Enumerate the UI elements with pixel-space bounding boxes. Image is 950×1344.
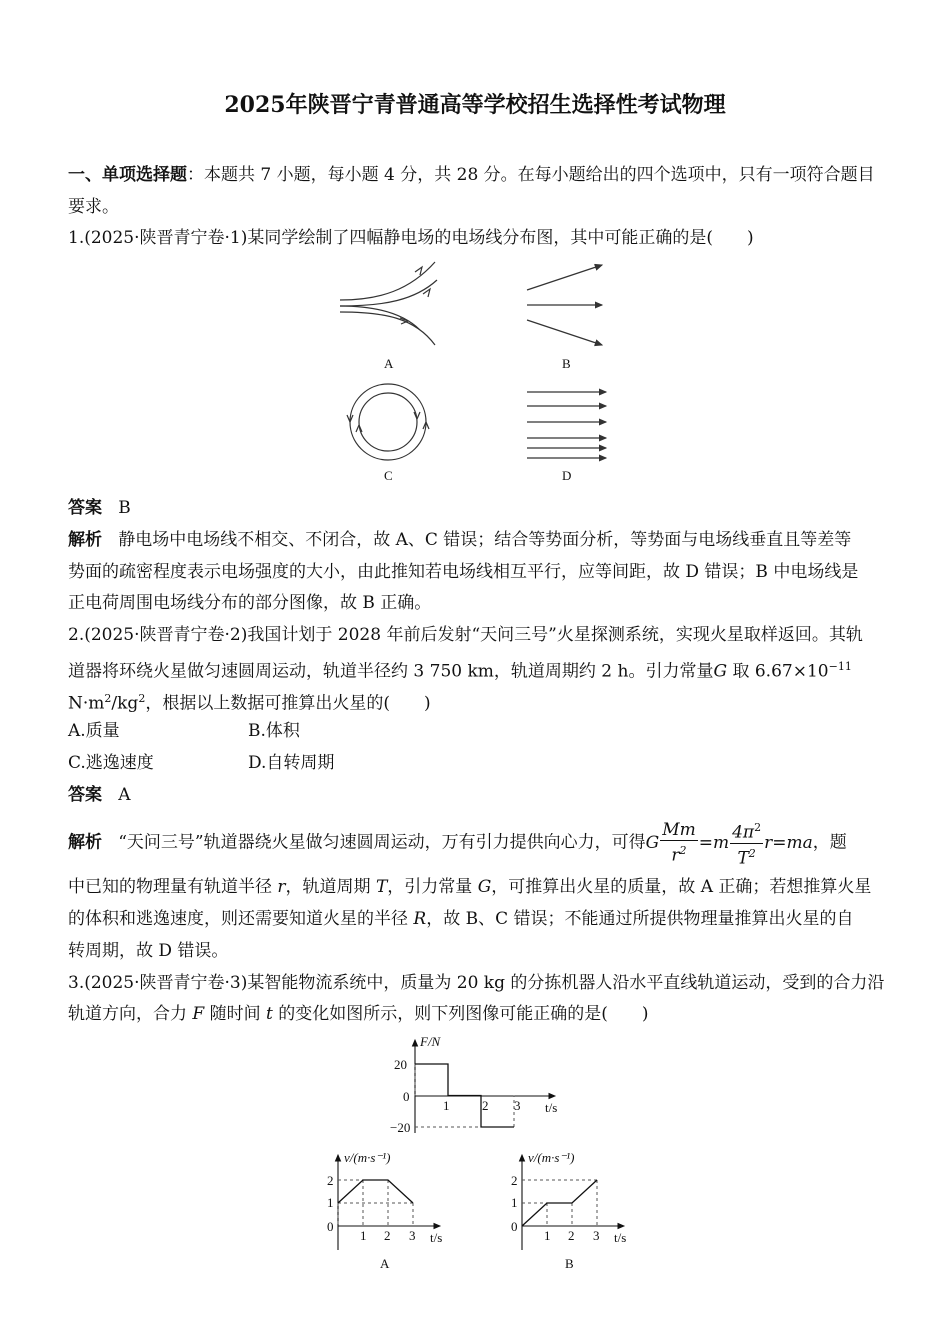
graph-a-xtick: 2 <box>384 1228 391 1243</box>
figure-a-label: A <box>384 356 394 371</box>
numerator: Mm <box>662 820 696 841</box>
graph-a-series <box>338 1180 413 1226</box>
symbol-ma: ma <box>786 832 813 853</box>
symbol-g: G <box>713 661 728 682</box>
graph-f-xtick: 3 <box>514 1098 521 1113</box>
graph-b-line <box>522 1180 597 1226</box>
answer-value: B <box>118 498 131 518</box>
q2-option-c: C.逃逸速度 <box>68 753 154 773</box>
graph-a-ylabel: v/(m·s⁻¹) <box>344 1150 391 1165</box>
analysis-text: 中已知的物理量有轨道半径 <box>68 877 278 897</box>
graph-b-ytick: 1 <box>511 1195 518 1210</box>
graph-a-ytick: 1 <box>327 1195 334 1210</box>
q2-option-b: B.体积 <box>248 721 300 741</box>
symbol-m: m <box>712 832 730 853</box>
exponent: −11 <box>828 660 852 673</box>
graph-a-label: A <box>380 1256 390 1271</box>
q2-stem-1: 2.(2025·陕晋青宁卷·2)我国计划于 2028 年前后发射“天问三号”火星探测系统，实现火星取样返回。其轨 <box>68 625 863 645</box>
unit: N·m <box>68 693 105 714</box>
stem-text: 轨道方向，合力 <box>68 1004 193 1024</box>
analysis-text: 的体积和逃逸速度，则还需要知道火星的半径 <box>68 909 414 929</box>
exponent: 2 <box>748 846 756 860</box>
graph-f-ytick: −20 <box>390 1120 411 1135</box>
graph-f-xtick: 1 <box>443 1098 450 1113</box>
stem-text: ，根据以上数据可推算出火星的( ) <box>145 693 431 714</box>
analysis-text: ，轨道周期 <box>285 877 376 897</box>
exponent: 2 <box>679 844 687 858</box>
symbol-r: r <box>277 877 286 897</box>
q1-analysis-2: 势面的疏密程度表示电场强度的大小，由此推知若电场线相互平行，应等间距，故 D 错误；B 中电场线是 <box>68 562 859 582</box>
q2-analysis-4: 转周期，故 D 错误。 <box>68 941 229 961</box>
symbol-f: F <box>192 1004 205 1024</box>
graph-b-ylabel: v/(m·s⁻¹) <box>528 1150 575 1165</box>
answer-label: 答案 <box>68 785 102 805</box>
graph-f <box>415 1040 558 1133</box>
analysis-text: ，可推算出火星的质量，故 A 正确；若想推算火星 <box>491 877 872 897</box>
section-desc: ：本题共 7 小题，每小题 4 分，共 28 分。在每小题给出的四个选项中，只有一项符合题目 <box>187 165 875 185</box>
equals: = <box>698 832 713 853</box>
graph-b-ytick: 0 <box>511 1219 518 1234</box>
graph-a-line <box>338 1180 413 1203</box>
graph-b-xtick: 1 <box>544 1228 551 1243</box>
graph-b-ytick: 2 <box>511 1173 518 1188</box>
analysis-text: ，题 <box>812 832 847 853</box>
exponent: 2 <box>138 692 146 705</box>
graph-f-ytick: 0 <box>403 1089 410 1104</box>
symbol-g: G <box>477 877 492 897</box>
stem-text: 道器将环绕火星做匀速圆周运动，轨道半径约 3 750 km，轨道周期约 2 h。引力常量 <box>68 661 714 682</box>
unit: /kg <box>111 693 139 714</box>
section-desc-2: 要求。 <box>68 197 119 217</box>
answer-value: A <box>118 785 131 805</box>
figure-b-label: B <box>562 356 571 371</box>
answer-label: 答案 <box>68 498 102 518</box>
stem-text: 的变化如图所示，则下列图像可能正确的是( ) <box>272 1004 649 1024</box>
graph-b-xlabel: t/s <box>614 1230 627 1245</box>
graph-f-xlabel: t/s <box>545 1100 558 1115</box>
symbol-t: T <box>375 877 388 897</box>
stem-text: 随时间 <box>204 1004 267 1024</box>
q3-stem-1: 3.(2025·陕晋青宁卷·3)某智能物流系统中，质量为 20 kg 的分拣机器人沿水平直线轨道运动，受到的合力沿 <box>68 973 885 993</box>
den-base: r <box>671 845 680 866</box>
symbol-r: R <box>413 909 427 929</box>
symbol-t: t <box>266 1004 273 1024</box>
analysis-label: 解析 <box>68 832 102 853</box>
equals: = <box>772 832 787 853</box>
graph-f-xtick: 2 <box>482 1098 489 1113</box>
graph-b-series <box>522 1180 597 1226</box>
graph-f-ytick: 20 <box>394 1057 407 1072</box>
q2-option-a: A.质量 <box>68 721 120 741</box>
num-text: 4π <box>732 822 755 843</box>
analysis-label: 解析 <box>68 530 102 550</box>
symbol-r: r <box>764 832 773 853</box>
analysis-text: “天问三号”轨道器绕火星做匀速圆周运动，万有引力提供向心力，可得 <box>118 832 646 853</box>
section-heading: 一、单项选择题 <box>68 165 187 185</box>
graph-a-ytick: 2 <box>327 1173 334 1188</box>
figure-c-label: C <box>384 468 393 483</box>
q1-stem: 1.(2025·陕晋青宁卷·1)某同学绘制了四幅静电场的电场线分布图，其中可能正确的是( ) <box>68 228 754 248</box>
graph-a-xtick: 1 <box>360 1228 367 1243</box>
graph-b-xtick: 3 <box>593 1228 600 1243</box>
exponent: 2 <box>104 692 112 705</box>
analysis-text: 静电场中电场线不相交、不闭合，故 A、C 错误；结合等势面分析，等势面与电场线垂直且等差等 <box>118 530 852 550</box>
symbol-g: G <box>645 832 660 853</box>
page-title: 2025年陕晋宁青普通高等学校招生选择性考试物理 <box>224 92 726 118</box>
stem-text: 取 6.67×10 <box>727 661 829 682</box>
exponent: 2 <box>754 821 762 834</box>
q1-analysis-3: 正电荷周围电场线分布的部分图像，故 B 正确。 <box>68 593 432 613</box>
q2-option-d: D.自转周期 <box>248 753 335 773</box>
graph-a-xtick: 3 <box>409 1228 416 1243</box>
graph-f-ylabel: F/N <box>420 1034 441 1049</box>
graph-b-label: B <box>565 1256 574 1271</box>
analysis-text: ，引力常量 <box>387 877 478 897</box>
graph-a-xlabel: t/s <box>430 1230 443 1245</box>
den-base: T <box>737 848 749 869</box>
analysis-text: ，故 B、C 错误；不能通过所提供物理量推算出火星的自 <box>426 909 854 929</box>
figure-d-label: D <box>562 468 572 483</box>
graph-b-xtick: 2 <box>568 1228 575 1243</box>
graph-a-ytick: 0 <box>327 1219 334 1234</box>
